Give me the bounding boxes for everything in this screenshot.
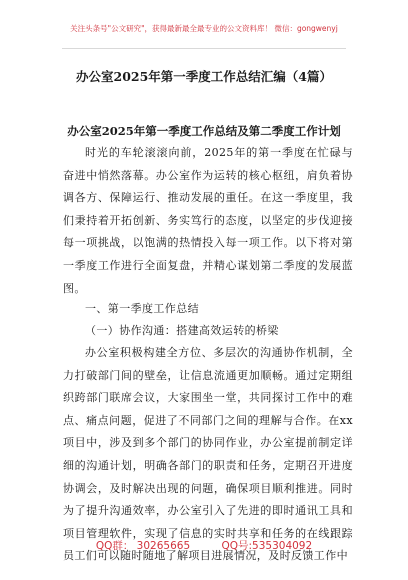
footer-contact — [0, 538, 408, 553]
intro-paragraph: 时光的车轮滚滚向前，2025年的第一季度在忙碌与奋进中悄然落幕。办公室作为运转的核心枢纽，肩负着协调各方、保障运行、推动发展的重任。在这一季度里，我们秉持着开拓创新、务实笃行的态度，以坚定的步伐迎接每一项挑战，以饱满的热情投入每一项工作。以下将对第一季度工作进行全面复盘，并精心谋划第二季度的发展蓝图。 — [63, 146, 353, 295]
heading-summary: 一、第一季度工作总结 — [85, 302, 199, 315]
heading-block-1 — [63, 298, 353, 321]
subheading-collaboration: （一）协作沟通：搭建高效运转的桥梁 — [85, 324, 279, 337]
section-title: 办公室2025年第一季度工作总结及第二季度工作计划 — [67, 124, 341, 138]
footer-qq-id: QQ号:535304092 — [221, 540, 313, 552]
heading-block-2 — [63, 320, 353, 343]
body-block — [63, 342, 353, 568]
footer-qq-group: QQ群： 30265665 — [95, 540, 191, 552]
document-title: 办公室2025年第一季度工作总结汇编（4篇） — [76, 69, 332, 84]
collaboration-paragraph: 办公室积极构建全方位、多层次的沟通协作机制，全力打破部门间的壁垒，让信息流通更加顺畅。通过定期组织跨部门联席会议，大家围坐一堂，共同探讨工作中的难点、痛点问题，促进了不同部门之间的理解与合作。在xx项目中，涉及到多个部门的协同作业，办公室提前制定详细的沟通计划，明确各部门的职责和任务，定期召开进度协调会，及时解决出现的问题，确保项目顺利推进。同时为了提升沟通效率，办公室引入了先进的即时通讯工具和项目管理软件，实现了信息的实时共享和任务的在线跟踪员工们可以随时随地了解项目进展情况，及时反馈工作中 — [63, 346, 353, 563]
intro-block — [63, 142, 353, 300]
header-divider — [62, 48, 346, 49]
header-banner: 关注头条号"公文研究"，获得最新最全最专业的公文资料库！ 微信：gongwenyj — [70, 24, 338, 33]
